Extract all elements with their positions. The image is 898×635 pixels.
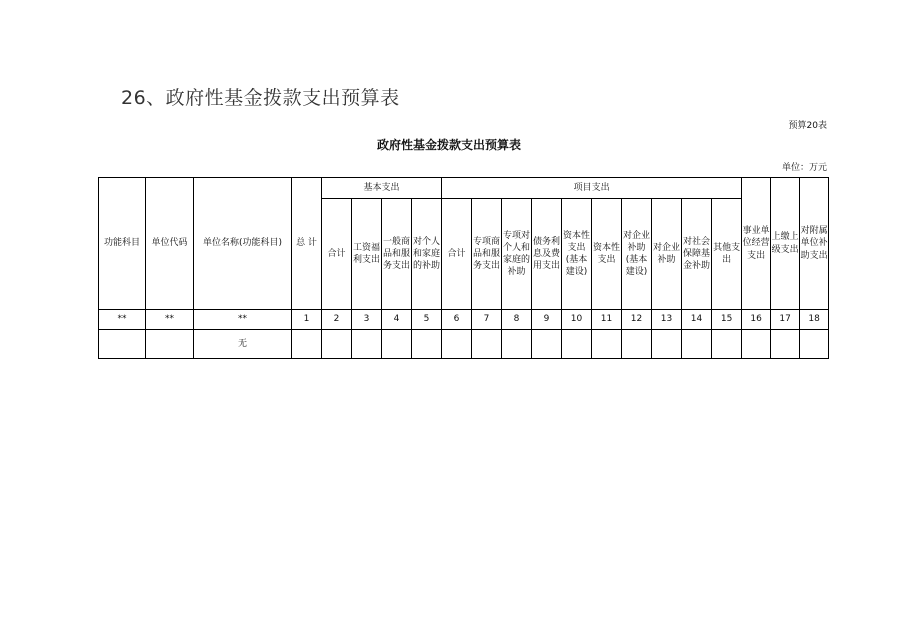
- header-project-enterprise-construction: 对企业补助(基本建设): [622, 199, 652, 310]
- data-cell: [652, 330, 682, 359]
- data-cell: [682, 330, 712, 359]
- header-project-goods-services: 专项商品和服务支出: [472, 199, 502, 310]
- page-heading: 26、政府性基金拨款支出预算表: [121, 87, 400, 109]
- data-cell: [146, 330, 194, 359]
- data-cell: [412, 330, 442, 359]
- index-cell: 3: [352, 310, 382, 330]
- index-cell: 14: [682, 310, 712, 330]
- index-cell: **: [194, 310, 292, 330]
- table-title: 政府性基金拨款支出预算表: [376, 138, 521, 152]
- header-basic-group: 基本支出: [322, 178, 442, 199]
- index-cell: 7: [472, 310, 502, 330]
- index-cell: 16: [742, 310, 771, 330]
- header-func-subject: 功能科目: [99, 178, 146, 310]
- data-cell: [592, 330, 622, 359]
- data-cell: [742, 330, 771, 359]
- unit-label: 单位：万元: [781, 163, 827, 173]
- header-basic-individual-subsidy: 对个人和家庭的补助: [412, 199, 442, 310]
- index-cell: 5: [412, 310, 442, 330]
- index-cell: 15: [712, 310, 742, 330]
- index-cell: 12: [622, 310, 652, 330]
- header-project-debt-interest: 债务利息及费用支出: [532, 199, 562, 310]
- header-project-individual-subsidy: 专项对个人和家庭的补助: [502, 199, 532, 310]
- data-cell: [292, 330, 322, 359]
- index-cell: 10: [562, 310, 592, 330]
- header-project-enterprise-subsidy: 对企业补助: [652, 199, 682, 310]
- header-project-group: 项目支出: [442, 178, 742, 199]
- index-cell: **: [99, 310, 146, 330]
- data-cell: [99, 330, 146, 359]
- index-cell: 18: [800, 310, 829, 330]
- header-project-capital-construction: 资本性支出(基本建设): [562, 199, 592, 310]
- data-cell: [382, 330, 412, 359]
- index-cell: **: [146, 310, 194, 330]
- header-unit-code: 单位代码: [146, 178, 194, 310]
- table-code: 预算20表: [788, 121, 827, 131]
- header-project-social-security: 对社会保障基金补助: [682, 199, 712, 310]
- header-total: 总 计: [292, 178, 322, 310]
- header-project-subtotal: 合计: [442, 199, 472, 310]
- index-cell: 8: [502, 310, 532, 330]
- header-project-other: 其他支出: [712, 199, 742, 310]
- data-cell-unit-name: 无: [194, 330, 292, 359]
- header-remit-upper: 上缴上级支出: [771, 178, 800, 310]
- header-basic-subtotal: 合计: [322, 199, 352, 310]
- index-cell: 6: [442, 310, 472, 330]
- index-cell: 9: [532, 310, 562, 330]
- data-cell: [800, 330, 829, 359]
- data-cell: [622, 330, 652, 359]
- data-cell: [532, 330, 562, 359]
- data-row: [99, 330, 829, 359]
- data-cell: [322, 330, 352, 359]
- header-project-capital: 资本性支出: [592, 199, 622, 310]
- index-cell: 13: [652, 310, 682, 330]
- header-basic-goods-services: 一般商品和服务支出: [382, 199, 412, 310]
- index-cell: 11: [592, 310, 622, 330]
- index-cell: 17: [771, 310, 800, 330]
- header-basic-wages: 工资福利支出: [352, 199, 382, 310]
- data-cell: [562, 330, 592, 359]
- data-cell: [352, 330, 382, 359]
- header-subsidiary-subsidy: 对附属单位补助支出: [800, 178, 829, 310]
- header-unit-name: 单位名称(功能科目): [194, 178, 292, 310]
- data-cell: [442, 330, 472, 359]
- data-cell: [502, 330, 532, 359]
- index-row: [99, 310, 829, 330]
- data-cell: [712, 330, 742, 359]
- index-cell: 1: [292, 310, 322, 330]
- data-cell: [472, 330, 502, 359]
- header-business-operation: 事业单位经营支出: [742, 178, 771, 310]
- index-cell: 4: [382, 310, 412, 330]
- index-cell: 2: [322, 310, 352, 330]
- data-cell: [771, 330, 800, 359]
- budget-table: [98, 177, 829, 359]
